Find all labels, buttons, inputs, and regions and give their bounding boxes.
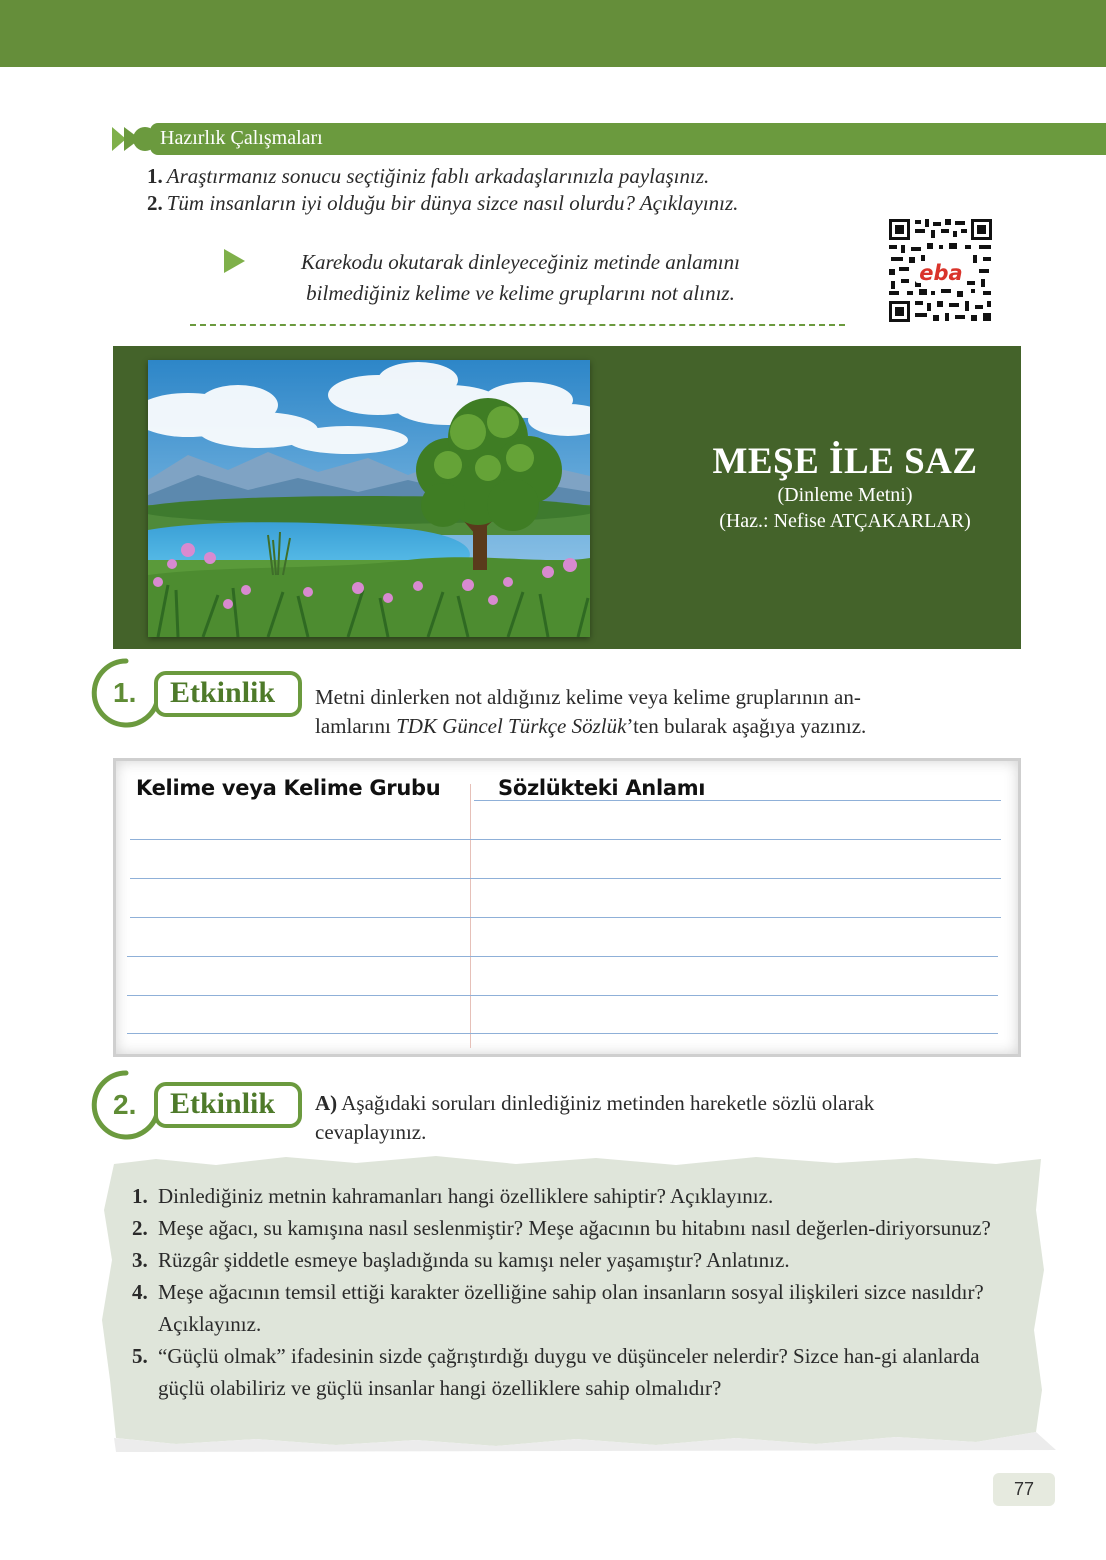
writing-line[interactable] [474, 800, 1001, 801]
writing-line[interactable] [130, 878, 1001, 879]
prep-list [147, 163, 738, 217]
activity-2-number: 2. [113, 1089, 137, 1120]
play-arrow-icon [222, 248, 246, 274]
column-header-word: Kelime veya Kelime Grubu [136, 776, 441, 800]
writing-line[interactable] [130, 839, 1001, 840]
writing-line[interactable] [127, 956, 998, 957]
column-divider [470, 784, 471, 1048]
story-title: MEŞE İLE SAZ [712, 441, 978, 482]
question-item: 3. Rüzgâr şiddetle esmeye başladığında su kamışı neler yaşamıştır? Anlatınız. [132, 1248, 790, 1272]
story-subtitle: (Dinleme Metni) (Haz.: Nefise ATÇAKARLAR) [719, 484, 971, 532]
prep-item: 1. Araştırmanız sonucu seçtiğiniz fablı arkadaşlarınızla paylaşınız. [147, 164, 710, 188]
qr-logo-eba: eba [919, 261, 963, 285]
question-list [132, 1180, 1012, 1404]
activity-1-instruction: Metni dinlerken not aldığınız kelime veya kelime gruplarının an- lamlarını TDK Güncel Türkçe Sözlük’ten bularak aşağıya yazınız. [315, 685, 867, 738]
top-band [0, 0, 1106, 67]
writing-line[interactable] [127, 995, 998, 996]
question-item: 1. Dinlediğiniz metnin kahramanları hangi özelliklere sahiptir? Açıklayınız. [132, 1184, 774, 1208]
question-item: 2. Meşe ağacı, su kamışına nasıl seslenmiştir? Meşe ağacının bu hitabını nasıl değerlen-diriyorsunuz? [132, 1216, 991, 1240]
activity-2-label: Etkinlik [170, 1087, 276, 1120]
question-item: 5. “Güçlü olmak” ifadesinin sizde çağrıştırdığı duygu ve düşünceler nelerdir? Sizce han-gi alanlarda güçlü olabiliriz ve güçlü insanlar hangi özelliklere sahip olmalıdır? [132, 1344, 980, 1400]
question-item: 4. Meşe ağacının temsil ettiği karakter özelliğine sahip olan insanların sosyal ilişkileri sizce nasıldır? Açıklayınız. [132, 1280, 984, 1336]
activity-1-number: 1. [113, 677, 137, 708]
writing-line[interactable] [127, 1033, 998, 1034]
dashed-divider [190, 324, 845, 326]
qr-code[interactable] [887, 217, 994, 324]
activity-1-label: Etkinlik [170, 676, 276, 709]
column-header-meaning: Sözlükteki Anlamı [498, 776, 706, 800]
activity-2-instruction: A) Aşağıdaki soruları dinlediğiniz metinden hareketle sözlü olarak cevaplayınız. [315, 1091, 875, 1144]
page-number: 77 [993, 1473, 1055, 1506]
writing-line[interactable] [130, 917, 1001, 918]
landscape-illustration [148, 360, 590, 637]
qr-instruction: Karekodu okutarak dinleyeceğiniz metinde anlamını bilmediğiniz kelime ve kelime gruplarını not alınız. [301, 250, 740, 305]
prep-item: 2. Tüm insanların iyi olduğu bir dünya sizce nasıl olurdu? Açıklayınız. [147, 191, 739, 215]
notebook-table [113, 758, 1021, 1057]
prep-title: Hazırlık Çalışmaları [160, 127, 323, 149]
